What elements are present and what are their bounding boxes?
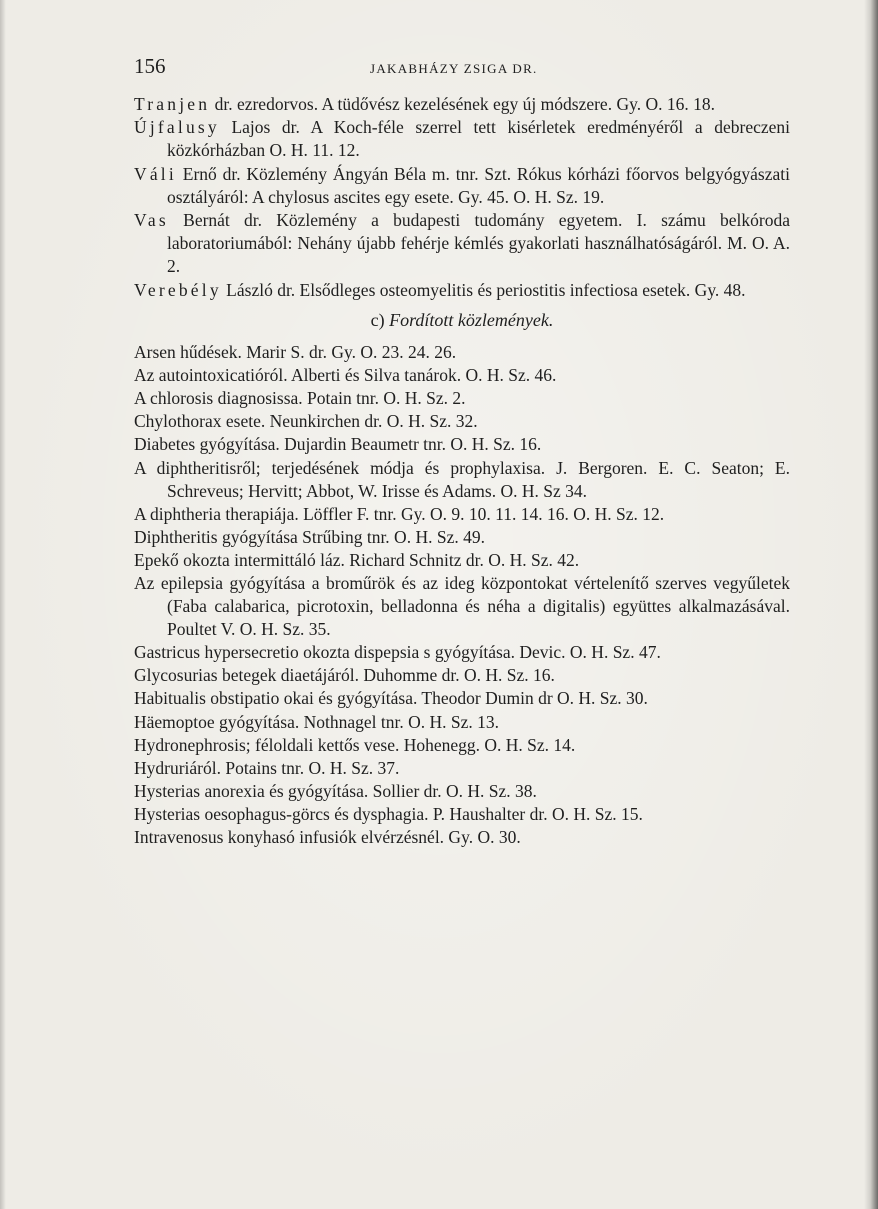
bibliography-entry: Arsen hűdések. Marir S. dr. Gy. O. 23. 24. 26. bbox=[134, 342, 457, 363]
section-title: Fordított közlemények. bbox=[389, 309, 554, 330]
bibliography-entry: Häemoptoe gyógyítása. Nothnagel tnr. O. H. Sz. 13. bbox=[134, 711, 500, 732]
page-number: 156 bbox=[134, 54, 166, 78]
bibliography-entry: Diabetes gyógyítása. Dujardin Beaumetr tnr. O. H. Sz. 16. bbox=[134, 434, 542, 455]
section-label: c) bbox=[370, 309, 385, 330]
bibliography-entry: Az epilepsia gyógyítása a broműrök és az ideg központokat vértelenítő szerves vegyűletek (Faba calabarica, picrotoxin, belladonna és néha a digitalis) együttes alkalmazásával. Poultet V. O. H. Sz. 35. bbox=[134, 572, 790, 640]
bibliography-entry: Glycosurias betegek diaetájáról. Duhomme dr. O. H. Sz. 16. bbox=[134, 665, 555, 686]
entry-author: Újfalusy bbox=[134, 117, 220, 138]
bibliography-entry: Gastricus hypersecretio okozta dispepsia s gyógyítása. Devic. O. H. Sz. 47. bbox=[134, 642, 661, 663]
entry-text: Lajos dr. A Koch-féle szerrel tett kisérletek eredményéről a debreczeni közkórházban O. H. 11. 12. bbox=[167, 117, 790, 161]
bibliography-entry bbox=[134, 163, 790, 209]
bibliography-entry: Diphtheritis gyógyítása Strűbing tnr. O. H. Sz. 49. bbox=[134, 526, 485, 547]
page-header bbox=[134, 54, 784, 80]
bibliography-entry: Hysterias anorexia és gyógyítása. Sollier dr. O. H. Sz. 38. bbox=[134, 780, 537, 801]
bibliography-entry: Chylothorax esete. Neunkirchen dr. O. H. Sz. 32. bbox=[134, 411, 478, 432]
section-heading bbox=[134, 309, 790, 332]
page-shadow-left bbox=[0, 0, 6, 1209]
entry-text: László dr. Elsődleges osteomyelitis és periostitis infectiosa esetek. Gy. 48. bbox=[226, 279, 746, 300]
bibliography-entry: Hydruriáról. Potains tnr. O. H. Sz. 37. bbox=[134, 757, 400, 778]
bibliography-entry bbox=[134, 209, 790, 279]
original-publications-list bbox=[134, 93, 790, 302]
entry-author: Verebély bbox=[134, 279, 222, 300]
entry-text: Bernát dr. Közlemény a budapesti tudomány egyetem. I. számu belkóroda laboratoriumából: Nehány újabb fehérje kémlés gyakorlati használhatóságáról. M. O. A. 2. bbox=[167, 210, 790, 277]
bibliography-entry: Habitualis obstipatio okai és gyógyítása. Theodor Dumin dr O. H. Sz. 30. bbox=[134, 688, 648, 709]
bibliography-entry: Intravenosus konyhasó infusiók elvérzésnél. Gy. O. 30. bbox=[134, 827, 521, 847]
bibliography-entry: Hysterias oesophagus-görcs és dysphagia. P. Haushalter dr. O. H. Sz. 15. bbox=[134, 803, 643, 824]
entry-text: Ernő dr. Közlemény Ángyán Béla m. tnr. Szt. Rókus kórházi főorvos belgyógyászati osztályáról: A chylosus ascites egy esete. Gy. 45. O. H. Sz. 19. bbox=[167, 163, 790, 207]
translated-publications-list bbox=[134, 341, 790, 849]
entry-text: dr. ezredorvos. A tüdővész kezelésének egy új módszere. Gy. O. 16. 18. bbox=[214, 94, 715, 114]
bibliography-entry bbox=[134, 93, 790, 116]
entry-author: Vas bbox=[134, 210, 169, 231]
bibliography-entry: A diphtheria therapiája. Löffler F. tnr. Gy. O. 9. 10. 11. 14. 16. O. H. Sz. 12. bbox=[134, 503, 665, 524]
bibliography-entry: A diphtheritisről; terjedésének módja és prophylaxisa. J. Bergoren. E. C. Seaton; E. Schreveus; Hervitt; Abbot, W. Irisse és Adams. O. H. Sz 34. bbox=[134, 457, 790, 501]
bibliography-entry bbox=[134, 279, 790, 302]
bibliography-entry: Hydronephrosis; féloldali kettős vese. Hohenegg. O. H. Sz. 14. bbox=[134, 734, 576, 755]
entry-author: Tranjen bbox=[134, 94, 211, 114]
entry-author: Váli bbox=[134, 163, 177, 184]
running-head: JAKABHÁZY ZSIGA DR. bbox=[370, 61, 538, 76]
bibliography-content bbox=[134, 93, 790, 849]
bibliography-entry: Az autointoxicatióról. Alberti és Silva tanárok. O. H. Sz. 46. bbox=[134, 365, 557, 386]
bibliography-entry bbox=[134, 116, 790, 162]
page-shadow-right bbox=[864, 0, 878, 1209]
bibliography-entry: Epekő okozta intermittáló láz. Richard Schnitz dr. O. H. Sz. 42. bbox=[134, 549, 580, 570]
bibliography-entry: A chlorosis diagnosissa. Potain tnr. O. H. Sz. 2. bbox=[134, 388, 466, 409]
